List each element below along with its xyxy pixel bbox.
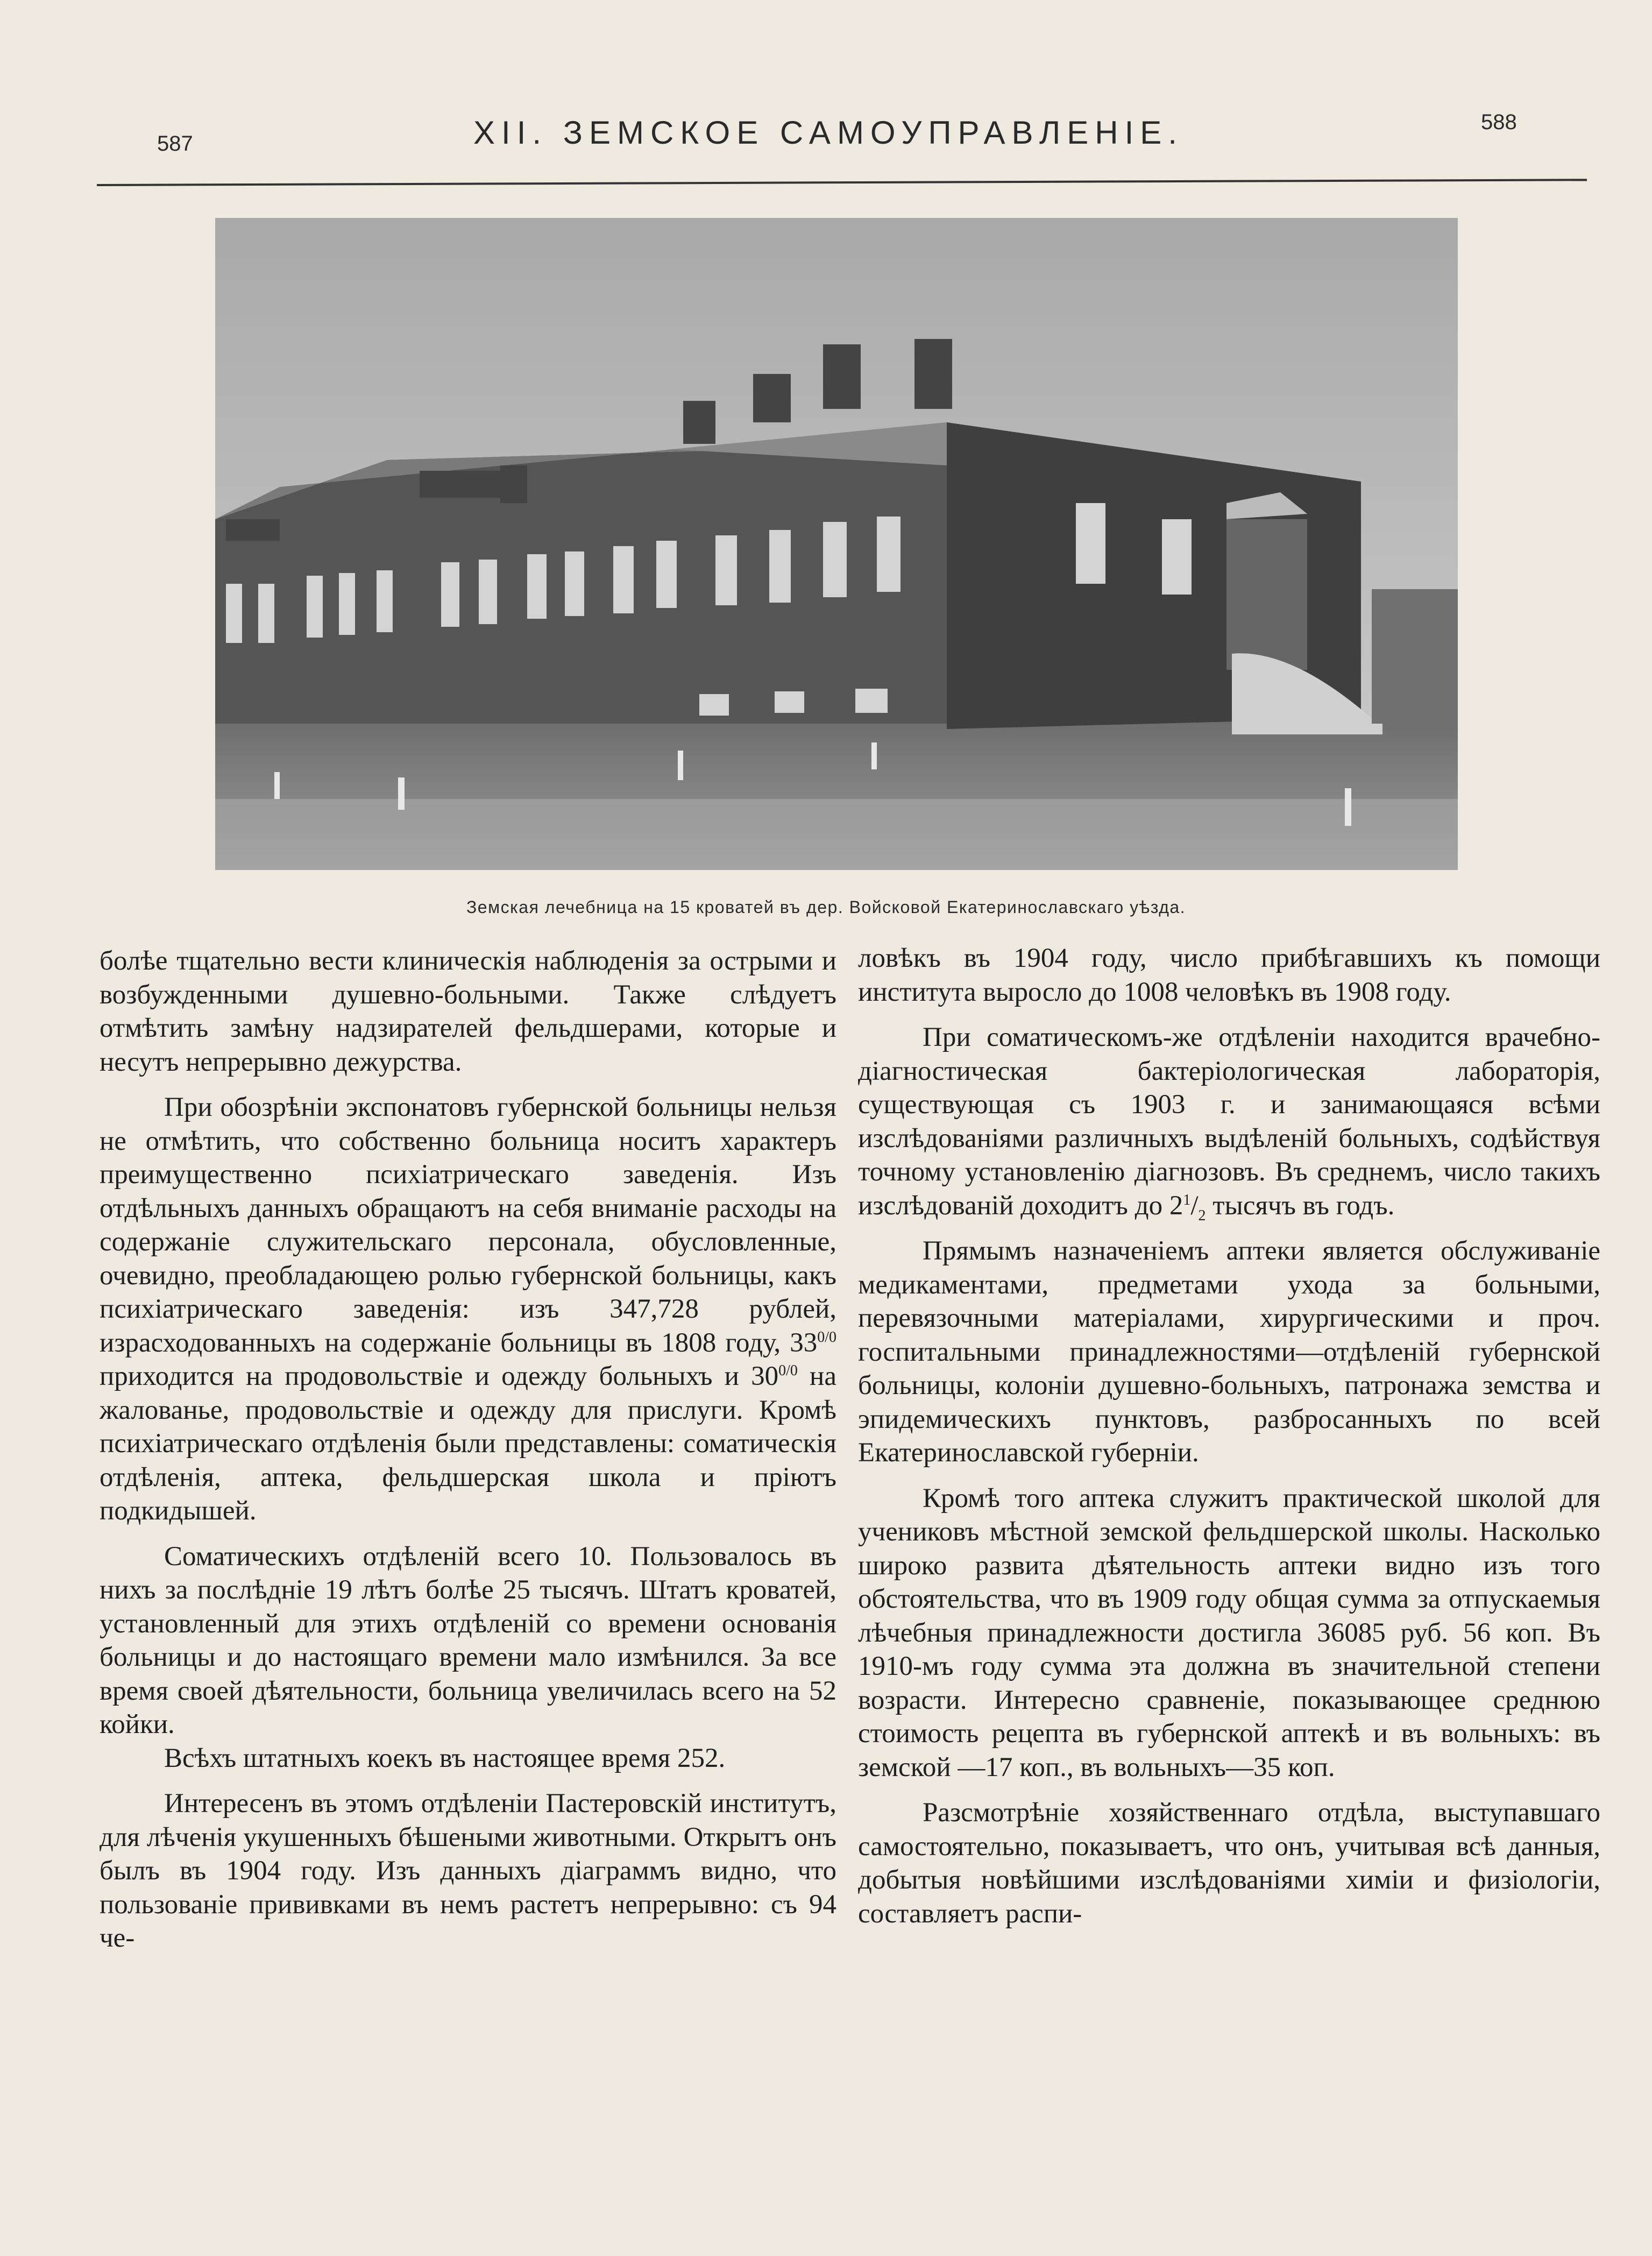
left-paragraph-4: Всѣхъ штатныхъ коекъ въ настоящее время 252.	[164, 1743, 726, 1773]
percent-sign-1: 0/0	[817, 1328, 836, 1346]
right-paragraph-5: Разсмотрѣніе хозяйственнаго отдѣла, выступавшаго самостоятельно, показываетъ, что онъ, учитывая всѣ данныя, добытыя новѣйшими изслѣдованіями химіи и физіологіи, составляетъ распи-	[858, 1798, 1600, 1929]
percent-sign-2: 0/0	[778, 1362, 798, 1379]
fraction-numerator: 1	[1183, 1191, 1191, 1208]
photo-caption: Земская лечебница на 15 кроватей въ дер. Войсковой Екатеринославскаго уѣзда.	[466, 897, 1186, 917]
right-paragraph-4: Кромѣ того аптека служитъ практической школой для учениковъ мѣстной земской фельдшерской школы. Насколько широко развита дѣятельность аптеки видно изъ того обстоятельства, что въ 1909 году общая сумма за отпускаемыя лѣчебныя принадлежности достигла 36085 руб. 56 коп. Въ 1910-мъ году сумма эта должна въ значительной степени возрасти. Интересно сравненіе, показывающее среднюю стоимость рецепта въ губернской аптекѣ и въ вольныхъ: въ земской —17 коп., въ вольныхъ—35 коп.	[858, 1483, 1600, 1783]
left-p2-text-b: приходится на продовольствіе и одежду больныхъ и 30	[100, 1361, 779, 1391]
right-p2-text-b: тысячъ въ годъ.	[1206, 1190, 1395, 1221]
page-number-left: 587	[157, 132, 193, 155]
right-paragraph-1: ловѣкъ въ 1904 году, число прибѣгавшихъ къ помощи института выросло до 1008 человѣкъ въ 1908 году.	[858, 943, 1600, 1007]
right-paragraph-2: При соматическомъ-же отдѣленіи находится врачебно-діагностическая бактеріологическая лабораторія, существующая съ 1903 г. и занимающаяся всѣми изслѣдованіями различныхъ выдѣленій больныхъ, содѣйствуя точному установленію діагнозовъ. Въ среднемъ, число такихъ изслѣдованій доходитъ до $2^1/_2$ тысячъ въ годъ.	[858, 1022, 1600, 1224]
right-paragraph-3: Прямымъ назначеніемъ аптеки является обслуживаніе медикаментами, предметами ухода за больными, перевязочными матеріалами, хирургическими и проч. госпитальными принадлежностями—отдѣленій губернской больницы, колоніи душевно-больныхъ, патронажа земства и эпидемическихъ пунктовъ, разбросанныхъ по всей Екатеринославской губерніи.	[858, 1236, 1600, 1468]
hospital-photo	[215, 218, 1458, 870]
left-paragraph-5: Интересенъ въ этомъ отдѣленіи Пастеровскій институтъ, для лѣченія укушенныхъ бѣшеными животными. Открытъ онъ былъ въ 1904 году. Изъ данныхъ діаграммъ видно, что пользованіе прививками въ немъ растетъ непрерывно: съ 94 че-	[100, 1788, 836, 1953]
page-number-right: 588	[1481, 110, 1517, 134]
left-p2-text-a: При обозрѣніи экспонатовъ губернской больницы нельзя не отмѣтить, что собственно больница носитъ характеръ преимущественно психіатрическаго заведенія. Изъ отдѣльныхъ данныхъ обращаютъ на себя вниманіе расходы на содержаніе служительскаго персонала, обусловленные, очевидно, преобладающею ролью губернской больницы, какъ психіатрическаго заведенія: изъ 347,728 рублей, израсходованныхъ на содержаніе больницы въ 1808 году, 33	[100, 1092, 836, 1358]
left-paragraph-2	[100, 1091, 836, 1528]
left-p2-text-c: на жалованье, продовольствіе и одежду для прислуги. Кромѣ психіатрическаго отдѣленія были представлены: соматическія отдѣленія, аптека, фельдшерская школа и пріютъ подкидышей.	[100, 1361, 836, 1526]
left-paragraph-3: Соматическихъ отдѣленій всего 10. Пользовалось въ нихъ за послѣдніе 19 лѣтъ болѣе 25 тысячъ. Штатъ кроватей, установленный для этихъ отдѣленій со времени основанія больницы и до настоящаго времени мало измѣнился. За все время своей дѣятельности, больница увеличилась всего на 52 койки.	[100, 1541, 836, 1739]
fraction-denominator: 2	[1198, 1207, 1206, 1224]
right-p2-text-a: При соматическомъ-же отдѣленіи находится врачебно-діагностическая бактеріологическая лабораторія, существующая съ 1903 г. и занимающаяся всѣми изслѣдованіями различныхъ выдѣленій больныхъ, содѣйствуя точному установленію діагнозовъ. Въ среднемъ, число такихъ изслѣдованій доходитъ до 2	[858, 1022, 1600, 1221]
left-column	[100, 944, 836, 1955]
left-paragraph-1: болѣе тщательно вести клиническія наблюденія за острыми и возбужденными душевно-больными. Также слѣдуетъ отмѣтить замѣну надзирателей фельдшерами, которые и несутъ непрерывно дежурства.	[100, 946, 836, 1077]
running-head: XII. ЗЕМСКОЕ САМОУПРАВЛЕНІЕ.	[473, 115, 1183, 151]
header-rule	[97, 179, 1587, 186]
right-column	[858, 942, 1600, 1930]
